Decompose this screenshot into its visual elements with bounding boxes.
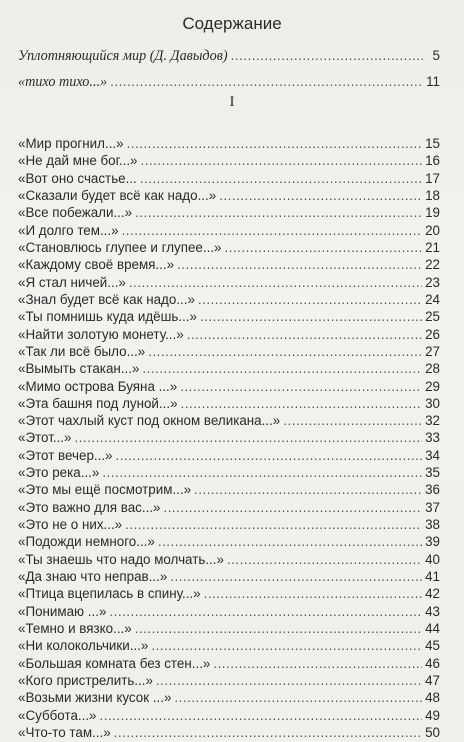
toc-entry: [18, 378, 440, 396]
toc-entry-title: «И долго тем...»: [18, 222, 119, 238]
toc-entry-page: 36: [425, 482, 440, 498]
toc-entry-title: «Мимо острова Буяна ...»: [18, 378, 178, 394]
toc-entry-page: 11: [426, 74, 440, 89]
toc-entry-title: «Это река...»: [18, 465, 100, 481]
toc-entry: [18, 499, 440, 517]
dot-leader: [100, 707, 423, 725]
toc-entry-title: «Этот чахлый куст под окном великана...»: [18, 413, 281, 429]
toc-entry: [18, 724, 440, 742]
dot-leader: [122, 222, 423, 240]
toc-entry: [18, 707, 440, 725]
dot-leader: [102, 464, 422, 482]
toc-entry-page: 47: [425, 672, 440, 688]
dot-leader: [158, 533, 422, 551]
toc-entry-page: 23: [425, 274, 440, 290]
dot-leader: [142, 360, 422, 378]
toc-entry: [18, 135, 440, 153]
toc-entry-page: 43: [425, 603, 440, 619]
dot-leader: [74, 429, 422, 447]
dot-leader: [219, 187, 422, 205]
toc-entry: [18, 326, 440, 344]
toc-entry-title: «Птица вцепилась в спину...»: [18, 586, 201, 602]
toc-entry-title: «Темно и вязко...»: [18, 621, 132, 636]
toc-entry-page: 45: [425, 638, 440, 654]
toc-entry-title: «Что-то там...»: [18, 724, 111, 740]
toc-entry-page: 28: [425, 361, 440, 377]
toc-entry-title: «Мир прогнил...»: [18, 136, 124, 151]
toc-entry-page: 17: [425, 170, 440, 186]
dot-leader: [213, 655, 422, 673]
dot-leader: [163, 499, 422, 517]
toc-entry: [18, 204, 440, 222]
toc-entry-intro: [18, 73, 440, 91]
toc-entry-title: «Каждому своё время...»: [18, 257, 175, 273]
toc-entry: [18, 308, 440, 326]
dot-leader: [110, 73, 423, 91]
dot-leader: [109, 603, 422, 621]
toc-entry: [18, 672, 440, 690]
dot-leader: [177, 256, 422, 274]
toc-entry-page: 16: [425, 153, 440, 169]
toc-entry-title: «Ты знаешь что надо молчать...»: [18, 551, 224, 567]
toc-entry: [18, 291, 440, 309]
toc-entry-page: 49: [425, 707, 440, 723]
dot-leader: [135, 620, 422, 638]
toc-entry-page: 42: [425, 586, 440, 602]
toc-entry-title: «Сказали будет всё как надо...»: [18, 188, 217, 203]
toc-entry-page: 46: [425, 655, 440, 671]
toc-entry-title: «Ни колокольчики...»: [18, 638, 149, 654]
toc-entry: [18, 152, 440, 170]
dot-leader: [135, 204, 422, 222]
toc-entry-page: 50: [425, 724, 440, 740]
toc-entry-title: «Это важно для вас...»: [18, 499, 161, 515]
dot-leader: [181, 395, 423, 413]
toc-entry-page: 35: [425, 465, 440, 481]
toc-entry-title: «Вот оно счастье...: [18, 170, 137, 186]
toc-entry-title: «тихо тихо...»: [18, 74, 108, 90]
dot-leader: [198, 291, 422, 309]
toc-entry: [18, 568, 440, 586]
dot-leader: [156, 672, 422, 690]
toc-entry-title: «Я стал ничей...»: [18, 274, 126, 290]
toc-entry-page: 21: [425, 239, 440, 255]
toc-entry: [18, 655, 440, 673]
toc-entry-title: «Не дай мне бог...»: [18, 153, 138, 169]
toc-entry-page: 25: [425, 309, 440, 325]
toc-entry: [18, 481, 440, 499]
toc-entry: [18, 464, 440, 482]
toc-entry-title: «Возьми жизни кусок ...»: [18, 690, 172, 706]
dot-leader: [114, 724, 422, 742]
toc-entry-page: 34: [425, 447, 440, 463]
toc-entry: [18, 429, 440, 447]
toc-entry-title: «Все побежали...»: [18, 205, 133, 221]
dot-leader: [127, 135, 423, 153]
toc-entry: [18, 585, 440, 603]
toc-entry-page: 41: [425, 569, 440, 584]
section-label: I: [229, 94, 235, 110]
toc-entry: [18, 551, 440, 569]
toc-entry-page: 29: [425, 378, 440, 394]
toc-entry-page: 30: [425, 395, 440, 411]
dot-leader: [140, 170, 422, 188]
toc-entry: [18, 256, 440, 274]
dot-leader: [125, 516, 422, 534]
toc-entry-page: 20: [425, 222, 440, 238]
toc-entry-page: 15: [425, 136, 440, 151]
toc-entry-page: 24: [425, 291, 440, 307]
toc-entry-page: 22: [425, 257, 440, 273]
toc-entry: [18, 239, 440, 257]
toc-entry-page: 33: [425, 430, 440, 446]
toc-entry: [18, 170, 440, 188]
toc-entry: [18, 187, 440, 205]
toc-entry-intro: [18, 47, 440, 65]
toc-entry: [18, 689, 440, 707]
dot-leader: [148, 343, 422, 361]
toc-entry-page: 27: [425, 343, 440, 359]
toc-entry-page: 19: [425, 205, 440, 221]
toc-entry: [18, 274, 440, 292]
toc-entry-title: «Так ли всё было...»: [18, 343, 146, 359]
toc-entry-page: 18: [425, 188, 440, 203]
toc-entry: [18, 533, 440, 551]
toc-entry: [18, 516, 440, 534]
dot-leader: [170, 568, 422, 586]
toc-entry: [18, 637, 440, 655]
dot-leader: [231, 47, 423, 65]
toc-entry-page: 32: [425, 413, 440, 429]
dot-leader: [174, 689, 422, 707]
toc-entry: [18, 222, 440, 240]
toc-entry-page: 44: [425, 621, 440, 636]
toc-entry-title: «Ты помнишь куда идёшь...»: [18, 309, 197, 325]
page-title: Содержание: [182, 14, 282, 33]
toc-entry-title: «Эта башня под луной...»: [18, 395, 178, 411]
toc-entry-title: «Да знаю что неправ...»: [18, 569, 168, 584]
toc-entry-page: 38: [425, 517, 440, 532]
toc-entry: [18, 603, 440, 621]
toc-entry: [18, 343, 440, 361]
toc-entry-title: «Кого пристрелить...»: [18, 672, 153, 688]
toc-entry: [18, 395, 440, 413]
toc-entry: [18, 412, 440, 430]
toc-entry-title: «Этот...»: [18, 430, 72, 446]
toc-entry-page: 39: [425, 534, 440, 550]
dot-leader: [224, 239, 422, 257]
dot-leader: [151, 637, 422, 655]
dot-leader: [283, 412, 422, 430]
toc-entry-page: 5: [432, 48, 440, 63]
toc-entry-title: «Становлюсь глупее и глупее...»: [18, 239, 222, 255]
dot-leader: [116, 447, 423, 465]
toc-entry-title: «Этот вечер...»: [18, 447, 113, 463]
dot-leader: [187, 326, 422, 344]
toc-entry: [18, 620, 440, 638]
toc-entry-page: 26: [425, 326, 440, 342]
dot-leader: [141, 152, 423, 170]
toc-entry-title: Уплотняющийся мир (Д. Давыдов): [18, 48, 228, 64]
toc-entry-title: «Суббота...»: [18, 707, 97, 723]
dot-leader: [204, 585, 422, 603]
dot-leader: [200, 308, 422, 326]
toc-entry-title: «Это не о них...»: [18, 517, 123, 532]
toc-entry-title: «Вымыть стакан...»: [18, 361, 140, 377]
toc-entry-title: «Понимаю ...»: [18, 603, 107, 619]
toc-entry-title: «Знал будет всё как надо...»: [18, 291, 195, 307]
toc-entry-title: «Это мы ещё посмотрим...»: [18, 482, 192, 498]
toc-entry-title: «Большая комната без стен...»: [18, 655, 211, 671]
toc-entry-page: 48: [425, 690, 440, 706]
toc-entry-title: «Найти золотую монету...»: [18, 326, 184, 342]
toc-entry-page: 37: [425, 499, 440, 515]
toc-entry: [18, 447, 440, 465]
dot-leader: [227, 551, 422, 569]
dot-leader: [180, 378, 422, 396]
dot-leader: [194, 481, 422, 499]
toc-entry-title: «Подожди немного...»: [18, 534, 155, 550]
dot-leader: [129, 274, 422, 292]
toc-entry: [18, 360, 440, 378]
toc-entry-page: 40: [425, 551, 440, 567]
